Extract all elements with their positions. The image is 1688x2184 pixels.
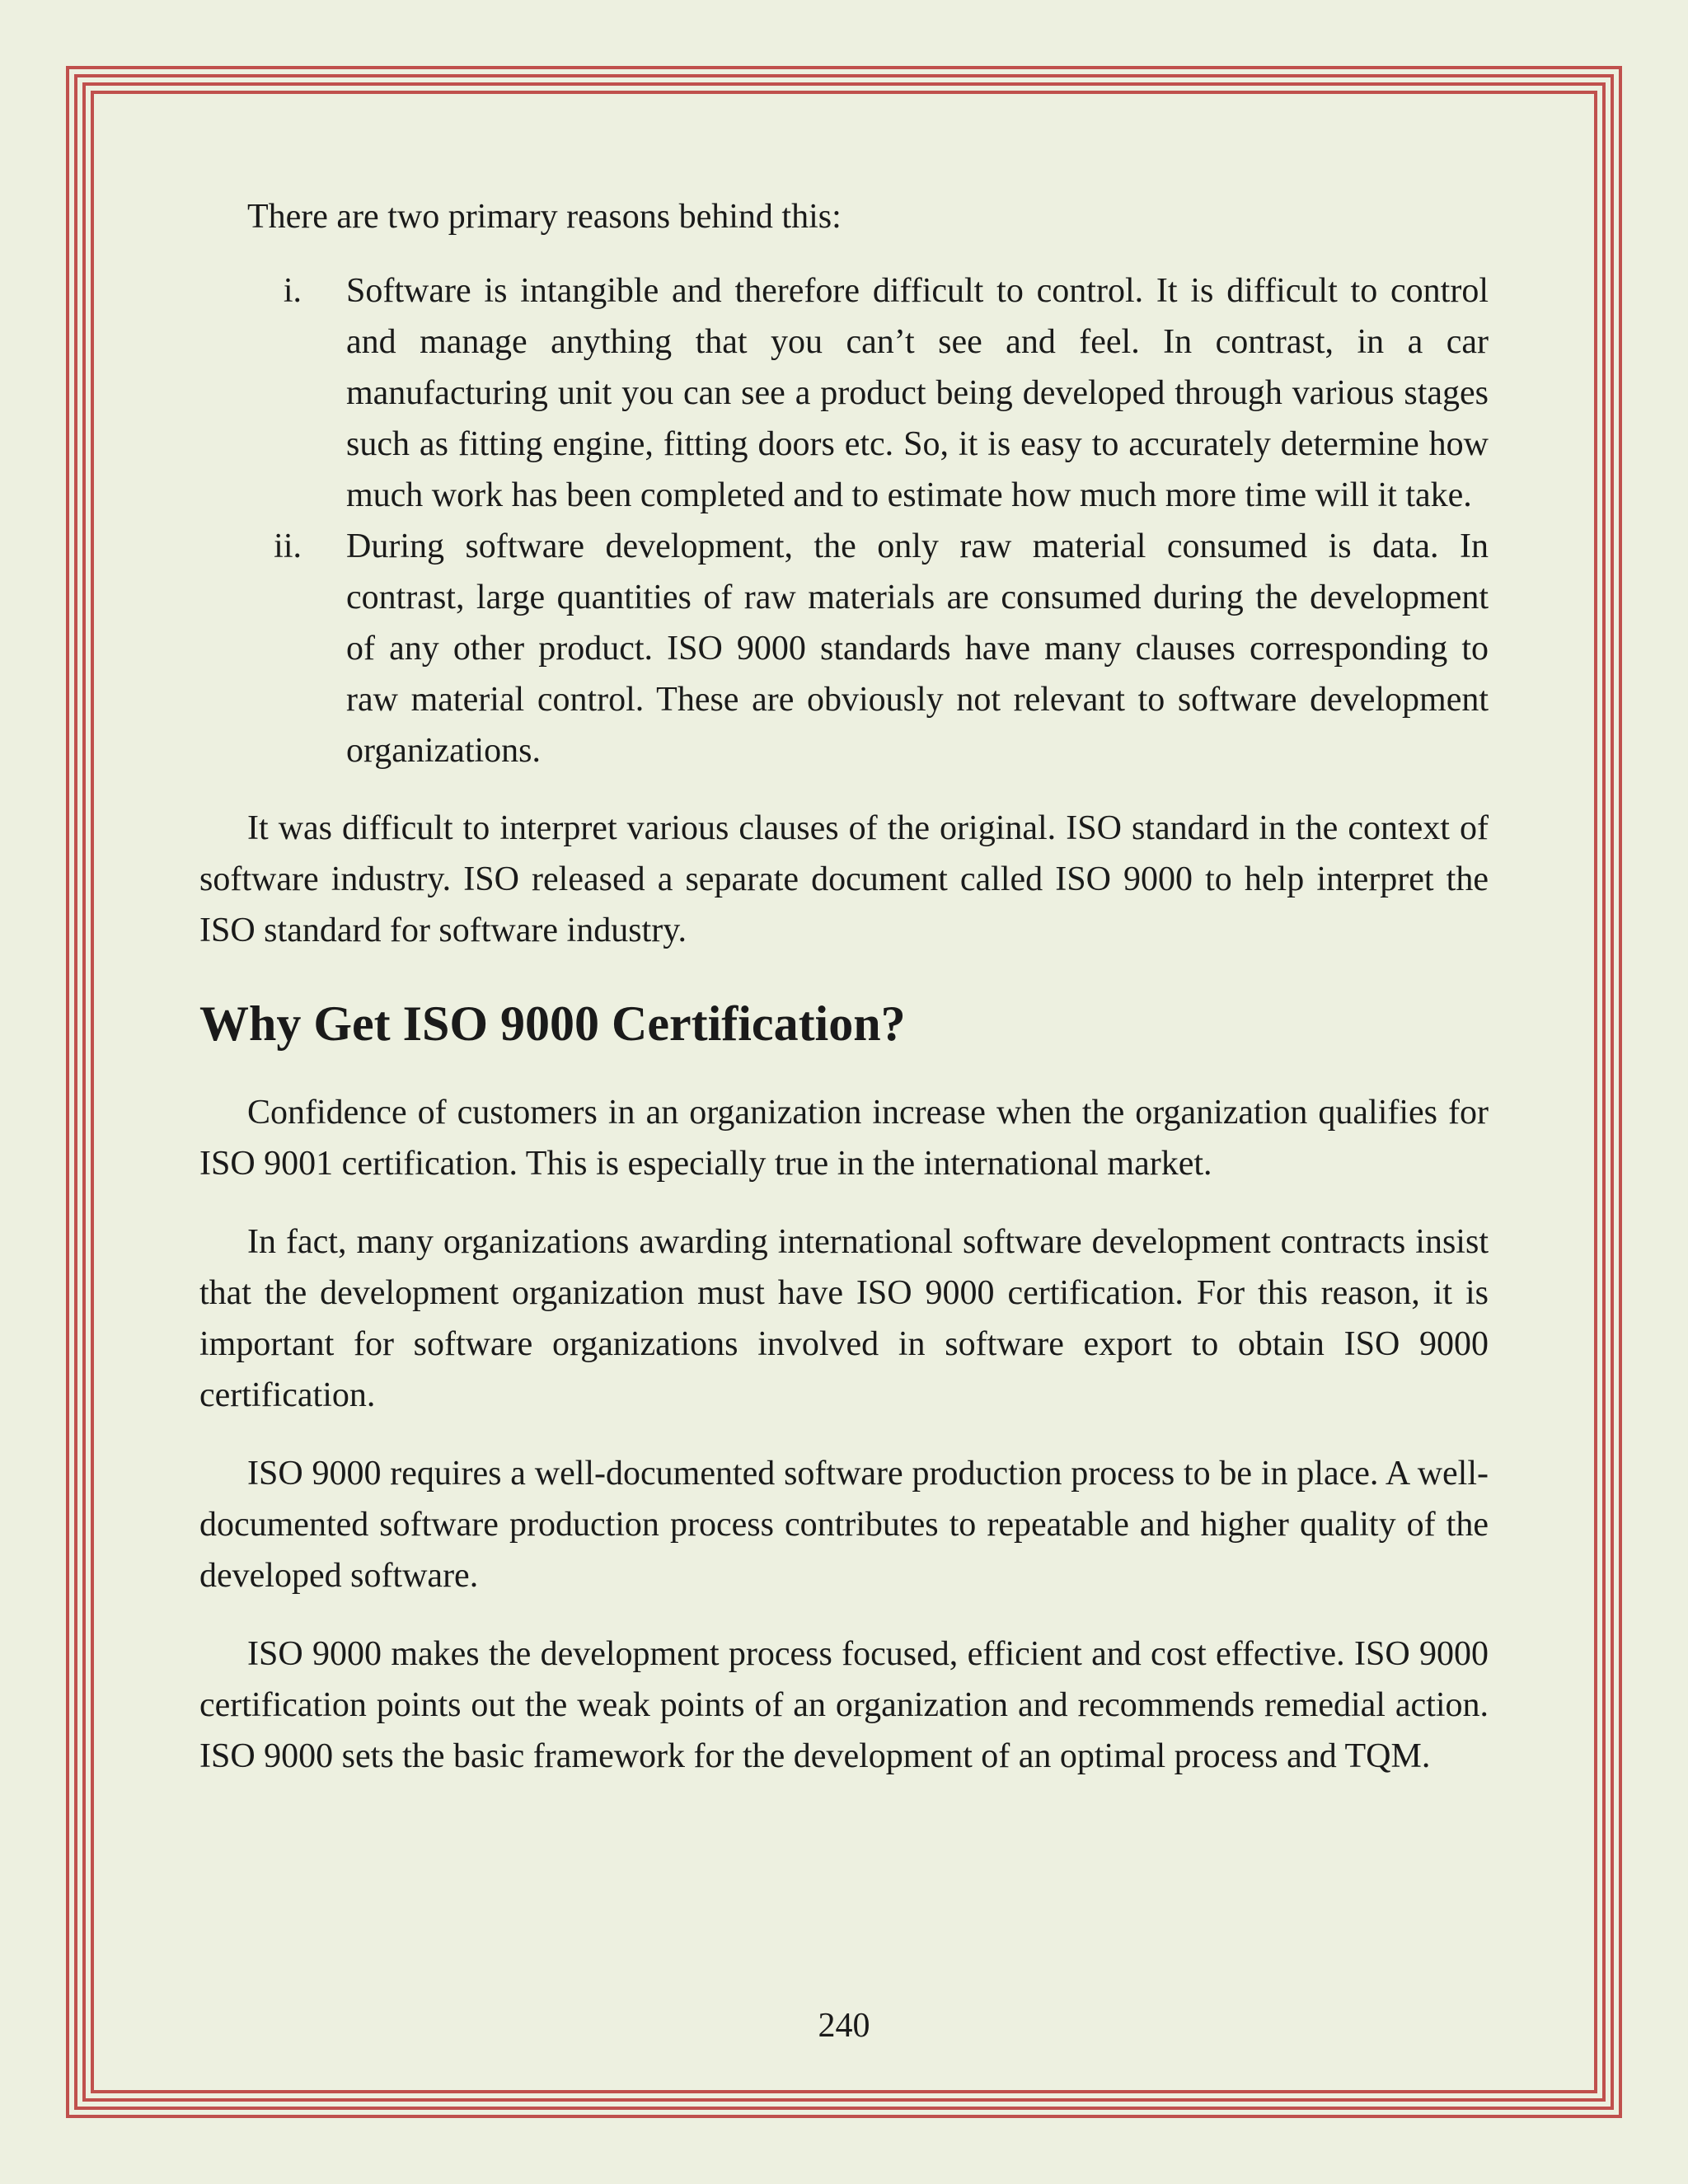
body-paragraph: It was difficult to interpret various clauses of the original. ISO standard in the context of software industry. ISO released a separate document called ISO 9000 to help interpret the ISO standard for software industry.	[199, 809, 1489, 949]
body-paragraph: ISO 9000 makes the development process focused, efficient and cost effective. ISO 9000 certification points out the weak points of an organization and recommends remedial action. ISO 9000 sets the basic framework for the development of an optimal process and TQM.	[199, 1635, 1489, 1775]
list-item	[199, 521, 1489, 776]
intro-paragraph: There are two primary reasons behind this:	[247, 198, 842, 236]
list-marker: i.	[283, 272, 302, 310]
body-paragraph: In fact, many organizations awarding international software development contracts insist that the development organization must have ISO 9000 certification. For this reason, it is important for software organizations involved in software export to obtain ISO 9000 certification.	[199, 1223, 1489, 1414]
body-paragraph: ISO 9000 requires a well-documented software production process to be in place. A well-documented software production process contributes to repeatable and higher quality of the developed software.	[199, 1455, 1489, 1595]
reasons-list	[199, 265, 1489, 776]
page-number: 240	[818, 2007, 870, 2045]
list-item-text: During software development, the only raw material consumed is data. In contrast, large quantities of raw materials are consumed during the development of any other product. ISO 9000 standards have many clauses corresponding to raw material control. These are obviously not relevant to software development organizations.	[346, 527, 1489, 770]
list-item	[199, 265, 1489, 521]
section-heading: Why Get ISO 9000 Certification?	[199, 996, 906, 1051]
body-paragraph: Confidence of customers in an organization increase when the organization qualifies for ISO 9001 certification. This is especially true in the international market.	[199, 1094, 1489, 1183]
list-item-text: Software is intangible and therefore difficult to control. It is difficult to control and manage anything that you can’t see and feel. In contrast, in a car manufacturing unit you can see a product being developed through various stages such as fitting engine, fitting doors etc. So, it is easy to accurately determine how much work has been completed and to estimate how much more time will it take.	[346, 272, 1489, 514]
page-content	[199, 191, 1489, 1809]
list-marker: ii.	[274, 527, 302, 565]
